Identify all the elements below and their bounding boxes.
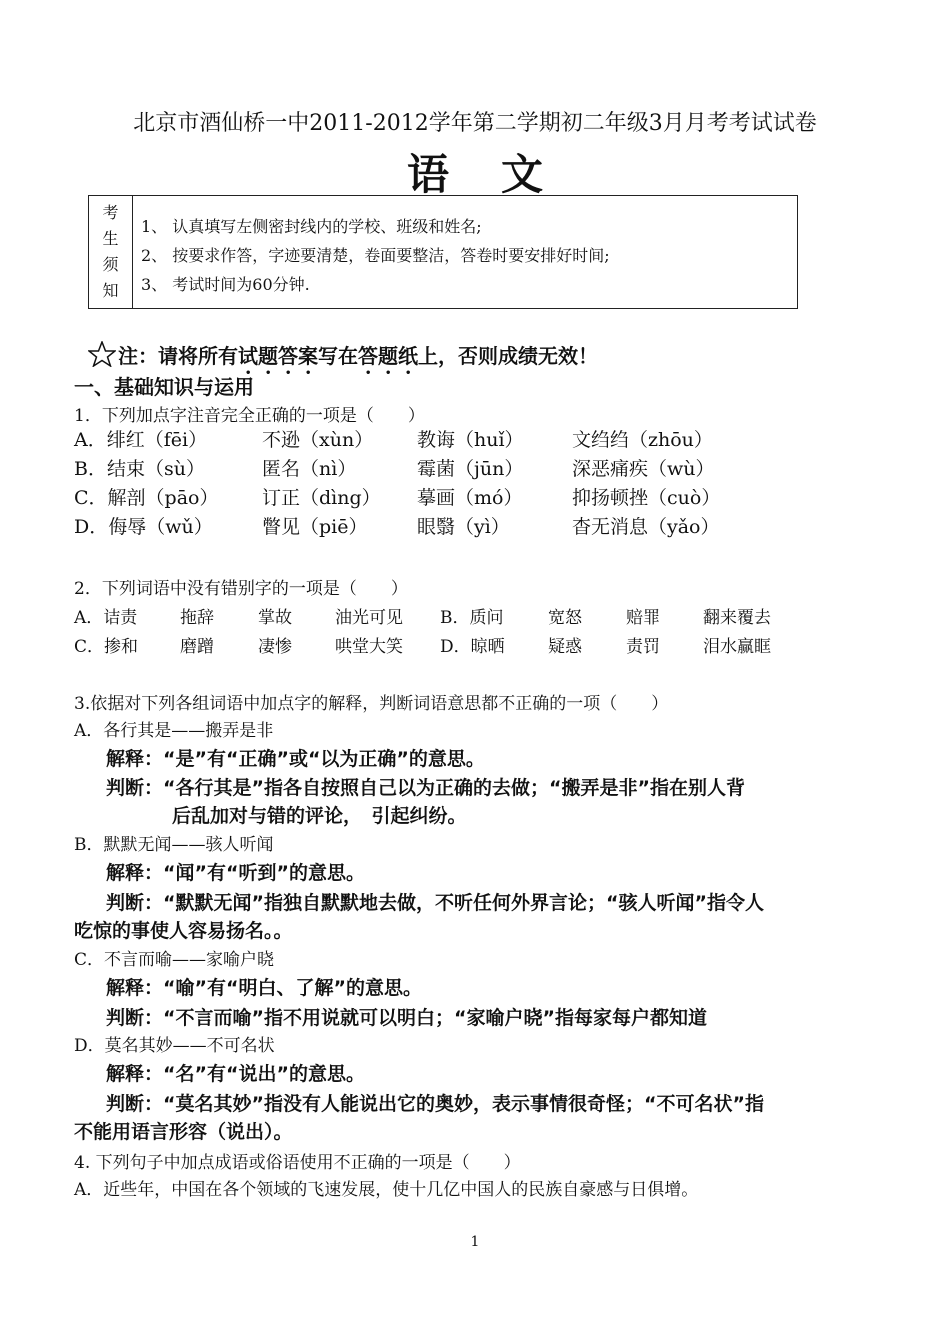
q3-judgement: 判断：“莫名其妙”指没有人能说出它的奥妙，表示事情很奇怪；“不可名状”指 [106, 1093, 764, 1115]
q1-option: 眼翳（yì） [417, 516, 510, 538]
q3-option-head: D．莫名其妙——不可名状 [74, 1036, 275, 1056]
q2-stem: 2．下列词语中没有错别字的一项是（ ） [74, 579, 408, 599]
q1-option: 文绉绉（zhōu） [572, 429, 713, 451]
q4-option: A．近些年，中国在各个领域的飞速发展，使十几亿中国人的民族自豪感与日俱增。 [74, 1180, 699, 1200]
q3-explanation: 解释：“闻”有“听到”的意思。 [106, 862, 365, 884]
q3-judgement: 后乱加对与错的评论， 引起纠纷。 [172, 805, 467, 827]
notice-line: 1、 认真填写左侧密封线内的学校、班级和姓名; [141, 217, 482, 236]
q1-option: 摹画（mó） [417, 487, 523, 509]
q3-judgement: 判断：“默默无闻”指独自默默地去做，不听任何外界言论；“骇人听闻”指令人 [106, 892, 764, 914]
q1-option: 瞥见（piē） [262, 516, 368, 538]
notice-line: 3、 考试时间为60分钟. [141, 275, 310, 294]
q1-option: 深恶痛疾（wù） [572, 458, 715, 480]
q1-option: B．结束（sù） [74, 458, 205, 480]
q2-word: C．掺和 [74, 637, 139, 657]
q2-word: 拖辞 [180, 608, 214, 628]
q1-option: A．绯红（fēi） [74, 429, 208, 451]
q3-judgement: 判断：“各行其是”指各自按照自己以为正确的去做；“搬弄是非”指在别人背 [106, 777, 745, 799]
q2-word: 赔罪 [626, 608, 660, 628]
warning-suffix: 上，否则成绩无效！ [418, 344, 598, 368]
notice-side-char: 知 [102, 281, 119, 300]
q2-word: 翻来覆去 [703, 608, 771, 628]
q3-option-head: C．不言而喻——家喻户晓 [74, 950, 275, 970]
exam-title: 北京市酒仙桥一中2011-2012学年第二学期初二年级3月月考考试试卷 [133, 111, 817, 136]
q2-word: 疑惑 [548, 637, 582, 657]
q1-option: 杳无消息（yǎo） [572, 516, 720, 538]
q2-word: 油光可见 [335, 608, 403, 628]
q3-judgement: 不能用语言形容（说出）。 [74, 1121, 293, 1143]
notice-side-char: 考 [102, 203, 119, 222]
q3-option-head: B．默默无闻——骇人听闻 [74, 835, 274, 855]
q3-judgement: 吃惊的事使人容易扬名。。 [74, 920, 293, 942]
q1-option: 抑扬顿挫（cuò） [572, 487, 721, 509]
notice-side-label [89, 196, 133, 308]
q2-word: 凄惨 [258, 637, 292, 657]
warning-prefix: 注：请将所有 [118, 344, 238, 368]
q2-word: 宽怒 [548, 608, 582, 628]
q3-judgement: 判断：“不言而喻”指不用说就可以明白；“家喻户晓”指每家每户都知道 [106, 1007, 707, 1029]
warning-mid: 写在 [318, 344, 358, 368]
page-number: 1 [470, 1234, 480, 1250]
warning-emph2: 答题纸 [358, 344, 418, 368]
q1-option: C．解剖（pāo） [74, 487, 219, 509]
q3-explanation: 解释：“名”有“说出”的意思。 [106, 1063, 365, 1085]
q2-word: 责罚 [626, 637, 660, 657]
q3-explanation: 解释：“喻”有“明白、了解”的意思。 [106, 977, 422, 999]
q1-option: D．侮辱（wǔ） [74, 516, 213, 538]
notice-side-char: 须 [102, 255, 119, 274]
warning-emph: 试题答案 [238, 344, 318, 368]
q2-word: 磨蹭 [180, 637, 214, 657]
notice-line: 2、 按要求作答，字迹要清楚，卷面要整洁，答卷时要安排好时间; [141, 246, 610, 265]
notice-box [88, 195, 798, 309]
q2-word: A．诘责 [74, 608, 138, 628]
q3-explanation: 解释：“是”有“正确”或“以为正确”的意思。 [106, 748, 485, 770]
q2-word: 哄堂大笑 [335, 637, 403, 657]
q3-option-head: A．各行其是——搬弄是非 [74, 721, 274, 741]
notice-side-char: 生 [102, 229, 119, 248]
q1-option: 不逊（xùn） [262, 429, 374, 451]
q2-word: B．质问 [440, 608, 504, 628]
subject-title: 语文 [406, 150, 595, 199]
q4-stem: 4. 下列句子中加点成语或俗语使用不正确的一项是（ ） [74, 1153, 521, 1173]
section-heading: 一、基础知识与运用 [74, 375, 254, 399]
q1-stem: 1．下列加点字注音完全正确的一项是（ ） [74, 406, 425, 426]
q2-word: 掌故 [258, 608, 292, 628]
star-icon [88, 341, 116, 367]
q1-option: 霉菌（jūn） [417, 458, 524, 480]
q2-word: D．晾晒 [440, 637, 505, 657]
q1-option: 订正（dìng） [262, 487, 381, 509]
q1-option: 教诲（huǐ） [417, 429, 524, 451]
q2-word: 泪水赢眶 [703, 637, 771, 657]
q1-option: 匿名（nì） [262, 458, 357, 480]
q3-stem: 3.依据对下列各组词语中加点字的解释，判断词语意思都不正确的一项（ ） [74, 694, 669, 714]
